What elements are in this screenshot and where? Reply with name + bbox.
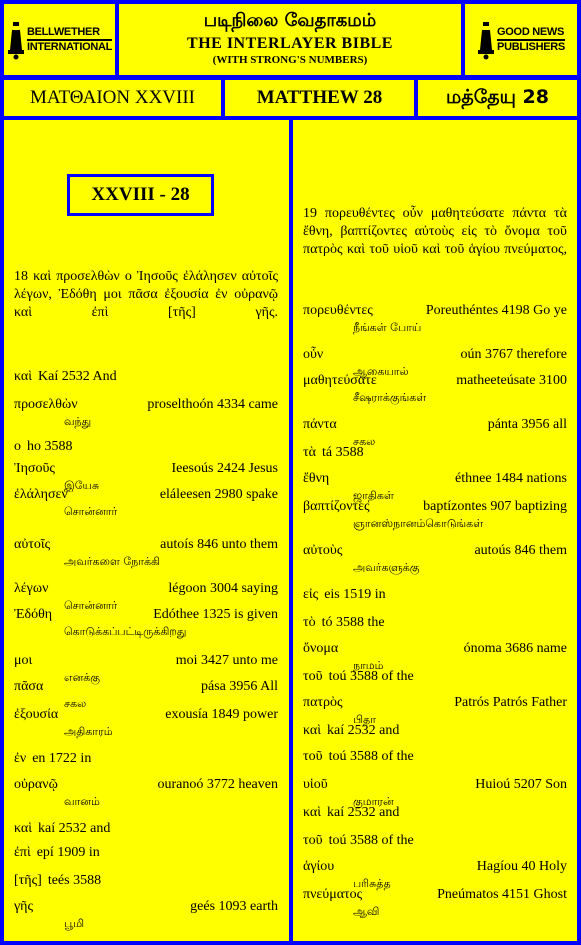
tamil-gloss: வந்து: [64, 415, 92, 428]
transliteration: Ieesoús 2424 Jesus: [171, 461, 278, 476]
word-line: [303, 722, 567, 739]
word-line: [14, 820, 278, 837]
transliteration: autoús 846 them: [474, 543, 567, 558]
word-entry: [14, 844, 278, 861]
tamil-gloss: அதிகாரம்: [64, 725, 113, 738]
logo-line-2: PUBLISHERS: [497, 40, 565, 53]
greek-word: καὶ: [14, 821, 33, 836]
word-entry: [14, 706, 278, 740]
word-entry: [14, 898, 278, 932]
word-line: [14, 706, 278, 723]
greek-word: ἁγίου: [303, 859, 335, 874]
word-line: [303, 832, 567, 849]
tamil-gloss: பரிசுத்த: [353, 877, 391, 890]
title-block: [119, 4, 461, 75]
transliteration: pása 3956 All: [201, 679, 278, 694]
word-entry: [303, 302, 567, 336]
word-entry: [303, 586, 567, 603]
tamil-gloss: குமாரன்: [353, 795, 394, 808]
transliteration: ónoma 3686 name: [463, 641, 567, 656]
greek-word: γῆς: [14, 899, 34, 914]
word-line: [303, 346, 567, 363]
transliteration: exousía 1849 power: [165, 707, 278, 722]
transliteration: baptízontes 907 baptizing: [423, 499, 567, 514]
tamil-gloss: பிதா: [353, 713, 376, 726]
chapter-greek: ΜΑΤΘΑΙΟΝ XXVIII: [4, 80, 221, 116]
word-entry: [303, 542, 567, 576]
word-entry: [14, 872, 278, 889]
word-line: [303, 614, 567, 631]
transliteration: teés 3588: [47, 873, 102, 888]
greek-word: ἐν: [14, 751, 27, 766]
word-line: [303, 470, 567, 487]
left-word-list: [14, 368, 278, 928]
logo-line-1: BELLWETHER: [27, 26, 112, 41]
transliteration: légoon 3004 saying: [168, 581, 278, 596]
word-entry: [303, 372, 567, 406]
word-line: [14, 396, 278, 413]
greek-word: καὶ: [303, 805, 322, 820]
greek-word: ἐλάλησεν: [14, 487, 68, 502]
right-verse: [303, 205, 567, 259]
word-line: [303, 416, 567, 433]
greek-word: Ἐδόθη: [14, 607, 53, 622]
word-entry: [14, 776, 278, 810]
word-entry: [14, 438, 278, 455]
greek-word: βαπτίζοντες: [303, 499, 370, 514]
greek-word: αὐτοὺς: [303, 543, 343, 558]
word-line: [14, 606, 278, 623]
word-line: [14, 776, 278, 793]
greek-word: οὖν: [303, 347, 324, 362]
verse-label: XXVIII - 28: [67, 174, 214, 216]
transliteration: kaí 2532 and: [327, 723, 400, 738]
tamil-gloss: நீங்கள் போய்: [353, 321, 422, 334]
word-line: [303, 302, 567, 319]
greek-word: πνεύματος: [303, 887, 363, 902]
word-line: [303, 748, 567, 765]
left-verse: [14, 268, 278, 322]
word-entry: [14, 750, 278, 767]
word-line: [303, 776, 567, 793]
greek-word: πορευθέντες: [303, 303, 373, 318]
word-line: [303, 542, 567, 559]
word-line: [14, 486, 278, 503]
greek-word: [τῆς]: [14, 873, 42, 888]
title-english: THE INTERLAYER BIBLE: [187, 35, 393, 52]
word-line: [14, 536, 278, 553]
tamil-gloss: ஜாதிகள்: [353, 489, 394, 502]
greek-word: λέγων: [14, 581, 49, 596]
greek-word: τὰ: [303, 445, 316, 460]
word-entry: [14, 368, 278, 385]
word-line: [14, 652, 278, 669]
greek-word: τοῦ: [303, 749, 323, 764]
greek-word: τὸ: [303, 615, 316, 630]
word-entry: [303, 886, 567, 920]
word-line: [303, 694, 567, 711]
word-line: [303, 586, 567, 603]
transliteration: toú 3588 of the: [328, 669, 414, 684]
verse-18-text: 18 καὶ προσελθὼν ο Ἰησοῦς ἐλάλησεν αὐτοῖς λέγων, Ἐδόθη μοι πᾶσα ἐξουσία ἐν οὐρανῷ καὶ ἐπὶ [τῆς] γῆς.: [14, 269, 278, 320]
greek-word: ἐξουσία: [14, 707, 59, 722]
chapter-english: MATTHEW 28: [225, 80, 414, 116]
word-line: [14, 460, 278, 477]
tamil-gloss: ஞானஸ்நானம்கொடுங்கள்: [353, 517, 484, 530]
logo-line-2: INTERNATIONAL: [26, 40, 113, 53]
transliteration: epí 1909 in: [36, 845, 100, 860]
greek-word: πάντα: [303, 417, 337, 432]
word-line: [303, 444, 567, 461]
word-line: [14, 438, 278, 455]
tamil-gloss: சகல: [64, 697, 87, 710]
word-line: [303, 640, 567, 657]
greek-word: καὶ: [303, 723, 322, 738]
transliteration: pánta 3956 all: [487, 417, 567, 432]
transliteration: kaí 2532 and: [38, 821, 111, 836]
word-line: [303, 668, 567, 685]
greek-word: μαθητεύσατε: [303, 373, 377, 388]
tamil-gloss: கொடுக்கப்பட்டிருக்கிறது: [64, 625, 187, 638]
greek-word: μοι: [14, 653, 33, 668]
word-entry: [14, 486, 278, 520]
bell-icon: [477, 20, 495, 60]
tamil-gloss: நாமம்: [353, 659, 384, 672]
transliteration: moi 3427 unto me: [175, 653, 278, 668]
transliteration: autoís 846 unto them: [160, 537, 278, 552]
greek-word: ὄνομα: [303, 641, 339, 656]
tamil-gloss: இயேசு: [64, 479, 100, 492]
greek-word: πατρὸς: [303, 695, 343, 710]
greek-word: τοῦ: [303, 833, 323, 848]
tamil-gloss: சகல: [353, 435, 376, 448]
tamil-gloss: வானம்: [64, 795, 100, 808]
bellwether-logo: [4, 4, 115, 75]
chapter-tamil: மத்தேயு 28: [418, 80, 577, 116]
bell-icon: [7, 20, 25, 60]
word-entry: [303, 722, 567, 739]
transliteration: ouranoó 3772 heaven: [157, 777, 278, 792]
transliteration: Poreuthéntes 4198 Go ye: [425, 303, 567, 318]
transliteration: kaí 2532 and: [327, 805, 400, 820]
word-entry: [14, 396, 278, 430]
transliteration: Edóthee 1325 is given: [153, 607, 278, 622]
verse-19-text: 19 πορευθέντες οὖν μαθητεύσατε πάντα τὰ ἔθνη, βαπτίζοντες αὐτοὺς εἰς τὸ ὄνομα τοῦ πατρὸς καὶ τοῦ υἱοῦ καὶ τοῦ ἁγίου πνεύματος,: [303, 206, 567, 257]
tamil-gloss: ஆவி: [353, 905, 380, 918]
word-line: [14, 678, 278, 695]
transliteration: en 1722 in: [32, 751, 92, 766]
transliteration: proselthoón 4334 came: [147, 397, 278, 412]
word-line: [14, 844, 278, 861]
word-line: [14, 872, 278, 889]
word-entry: [303, 804, 567, 821]
tamil-gloss: சொன்னார்: [64, 599, 118, 612]
word-line: [14, 580, 278, 597]
greek-word: εἰς: [303, 587, 319, 602]
transliteration: toú 3588 of the: [328, 833, 414, 848]
word-entry: [14, 820, 278, 837]
word-entry: [14, 606, 278, 640]
transliteration: tó 3588 the: [321, 615, 385, 630]
word-line: [14, 368, 278, 385]
greek-word: καὶ: [14, 369, 33, 384]
tamil-gloss: எனக்கு: [64, 671, 100, 684]
word-line: [303, 498, 567, 515]
transliteration: Hagíou 40 Holy: [476, 859, 567, 874]
transliteration: oún 3767 therefore: [460, 347, 567, 362]
transliteration: eláleesen 2980 spake: [159, 487, 278, 502]
transliteration: Huioú 5207 Son: [475, 777, 567, 792]
tamil-gloss: அவர்களை நோக்கி: [64, 555, 161, 568]
tamil-gloss: ஆகையால்: [353, 365, 409, 378]
transliteration: geés 1093 earth: [190, 899, 278, 914]
greek-word: πᾶσα: [14, 679, 44, 694]
greek-word: αὐτοῖς: [14, 537, 51, 552]
greek-word: υἱοῦ: [303, 777, 328, 792]
tamil-gloss: பூமி: [64, 917, 85, 930]
word-line: [303, 804, 567, 821]
word-entry: [303, 748, 567, 765]
transliteration: tá 3588: [321, 445, 364, 460]
transliteration: toú 3588 of the: [328, 749, 414, 764]
title-tamil: படிநிலை வேதாகமம்: [203, 10, 377, 31]
logo-line-1: GOOD NEWS: [497, 26, 565, 41]
word-line: [303, 372, 567, 389]
tamil-gloss: அவர்களுக்கு: [353, 561, 420, 574]
word-entry: [303, 498, 567, 532]
transliteration: eis 1519 in: [324, 587, 386, 602]
word-line: [14, 898, 278, 915]
word-entry: [14, 536, 278, 570]
word-entry: [303, 668, 567, 685]
transliteration: Patrós Patrós Father: [454, 695, 567, 710]
tamil-gloss: சொன்னார்: [64, 505, 118, 518]
transliteration: Kaí 2532 And: [38, 369, 117, 384]
greek-word: ἔθνη: [303, 471, 330, 486]
tamil-gloss: சீஷராக்குங்கள்: [353, 391, 427, 404]
greek-word: Ἰησοῦς: [14, 461, 55, 476]
word-line: [303, 886, 567, 903]
greek-word: ἐπὶ: [14, 845, 31, 860]
good-news-logo: [465, 4, 577, 75]
greek-word: τοῦ: [303, 669, 323, 684]
word-line: [14, 750, 278, 767]
greek-word: οὐρανῷ: [14, 777, 58, 792]
word-entry: [303, 832, 567, 849]
transliteration: matheeteúsate 3100: [456, 373, 567, 388]
greek-word: ο: [14, 439, 21, 454]
word-entry: [303, 614, 567, 631]
word-entry: [303, 444, 567, 461]
greek-word: προσελθὼν: [14, 397, 78, 412]
transliteration: éthnee 1484 nations: [455, 471, 567, 486]
transliteration: ho 3588: [27, 439, 73, 454]
transliteration: Pneúmatos 4151 Ghost: [437, 887, 567, 902]
word-line: [303, 858, 567, 875]
title-subtitle: (WITH STRONG'S NUMBERS): [212, 54, 368, 66]
right-word-list: [303, 302, 567, 932]
